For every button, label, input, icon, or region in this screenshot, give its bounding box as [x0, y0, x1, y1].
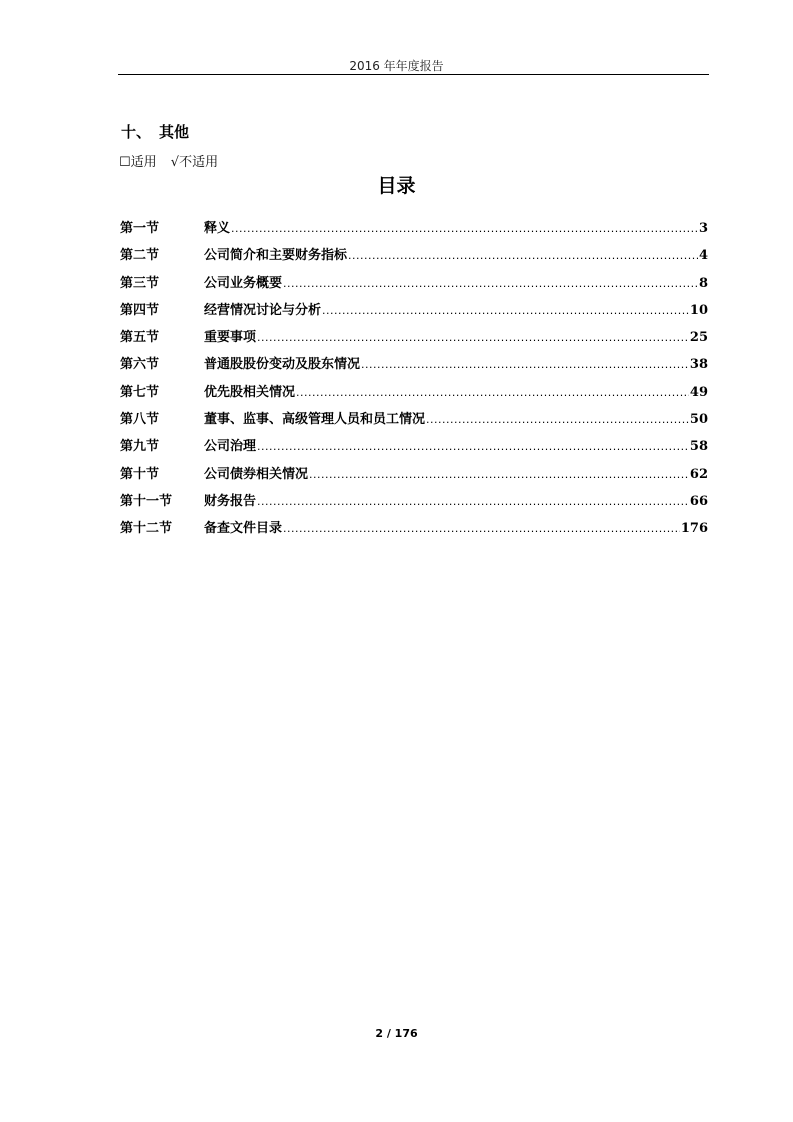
toc-entry-page: 58 [689, 439, 708, 455]
toc-leader-dots [426, 413, 689, 426]
toc-entry-title: 经营情况讨论与分析 [204, 302, 322, 318]
toc-entry-number: 第四节 [120, 302, 160, 318]
toc-leader-dots [309, 468, 689, 481]
toc-entry[interactable] [120, 408, 708, 435]
toc-entry-page: 3 [698, 221, 708, 236]
toc-leader-dots [348, 249, 698, 262]
section-heading [121, 121, 189, 142]
toc-entry-page: 49 [689, 384, 708, 400]
toc-entry[interactable] [120, 353, 708, 380]
option-applicable: ☐适用 [119, 155, 157, 170]
toc-entry-page: 176 [680, 521, 708, 537]
toc-entry-page: 38 [689, 357, 708, 373]
toc-leader-dots [257, 331, 689, 344]
toc-entry-number: 第六节 [120, 357, 160, 373]
toc-entry-title: 董事、监事、高级管理人员和员工情况 [204, 412, 426, 428]
toc-entry-number: 第十一节 [120, 493, 173, 509]
toc-entry-number: 第二节 [120, 248, 160, 264]
toc-entry-title: 公司业务概要 [204, 275, 283, 291]
toc-entry[interactable] [120, 435, 708, 462]
toc-leader-dots [361, 358, 689, 371]
toc-entry[interactable] [120, 217, 708, 244]
toc-entry-page: 10 [689, 302, 708, 318]
toc-entry-number: 第八节 [120, 412, 160, 428]
toc-entry[interactable] [120, 490, 708, 517]
toc-entry[interactable] [120, 463, 708, 490]
toc-entry-title: 公司简介和主要财务指标 [204, 248, 348, 264]
section-number: 十、 [121, 123, 152, 141]
toc-leader-dots [257, 440, 689, 453]
toc-entry-page: 25 [689, 330, 708, 346]
toc-entry-page: 50 [689, 412, 708, 428]
table-of-contents [120, 217, 708, 545]
section-title: 其他 [159, 123, 190, 141]
toc-entry-title: 公司治理 [204, 439, 257, 455]
option-not-applicable: √不适用 [170, 155, 219, 170]
toc-entry-number: 第一节 [120, 221, 160, 236]
toc-leader-dots [296, 386, 689, 399]
toc-entry-page: 62 [689, 466, 708, 482]
toc-entry-number: 第十二节 [120, 521, 173, 537]
toc-leader-dots [322, 304, 689, 317]
page-number-footer: 2 / 176 [375, 1027, 418, 1040]
toc-title: 目录 [377, 175, 416, 197]
toc-entry-number: 第五节 [120, 330, 160, 346]
toc-entry[interactable] [120, 326, 708, 353]
toc-entry[interactable] [120, 244, 708, 271]
toc-entry-title: 重要事项 [204, 330, 257, 346]
toc-entry-title: 普通股股份变动及股东情况 [204, 357, 361, 373]
toc-entry-title: 释义 [204, 221, 231, 236]
toc-leader-dots [283, 277, 698, 290]
applicability-options [119, 151, 228, 170]
toc-entry-title: 优先股相关情况 [204, 384, 296, 400]
toc-entry[interactable] [120, 299, 708, 326]
toc-leader-dots [231, 222, 698, 235]
toc-entry-page: 66 [689, 493, 708, 509]
toc-entry-number: 第七节 [120, 384, 160, 400]
header-divider [118, 74, 709, 75]
toc-entry-title: 公司债券相关情况 [204, 466, 309, 482]
toc-entry-number: 第十节 [120, 466, 160, 482]
toc-entry-title: 备查文件目录 [204, 521, 283, 537]
toc-leader-dots [283, 522, 680, 535]
toc-entry-page: 8 [698, 275, 708, 291]
toc-leader-dots [257, 495, 689, 508]
toc-entry[interactable] [120, 517, 708, 544]
toc-entry-number: 第三节 [120, 275, 160, 291]
running-header: 2016 年年度报告 [349, 59, 444, 73]
toc-entry[interactable] [120, 272, 708, 299]
toc-entry-title: 财务报告 [204, 493, 257, 509]
toc-entry-page: 4 [698, 248, 708, 264]
toc-entry[interactable] [120, 381, 708, 408]
toc-entry-number: 第九节 [120, 439, 160, 455]
